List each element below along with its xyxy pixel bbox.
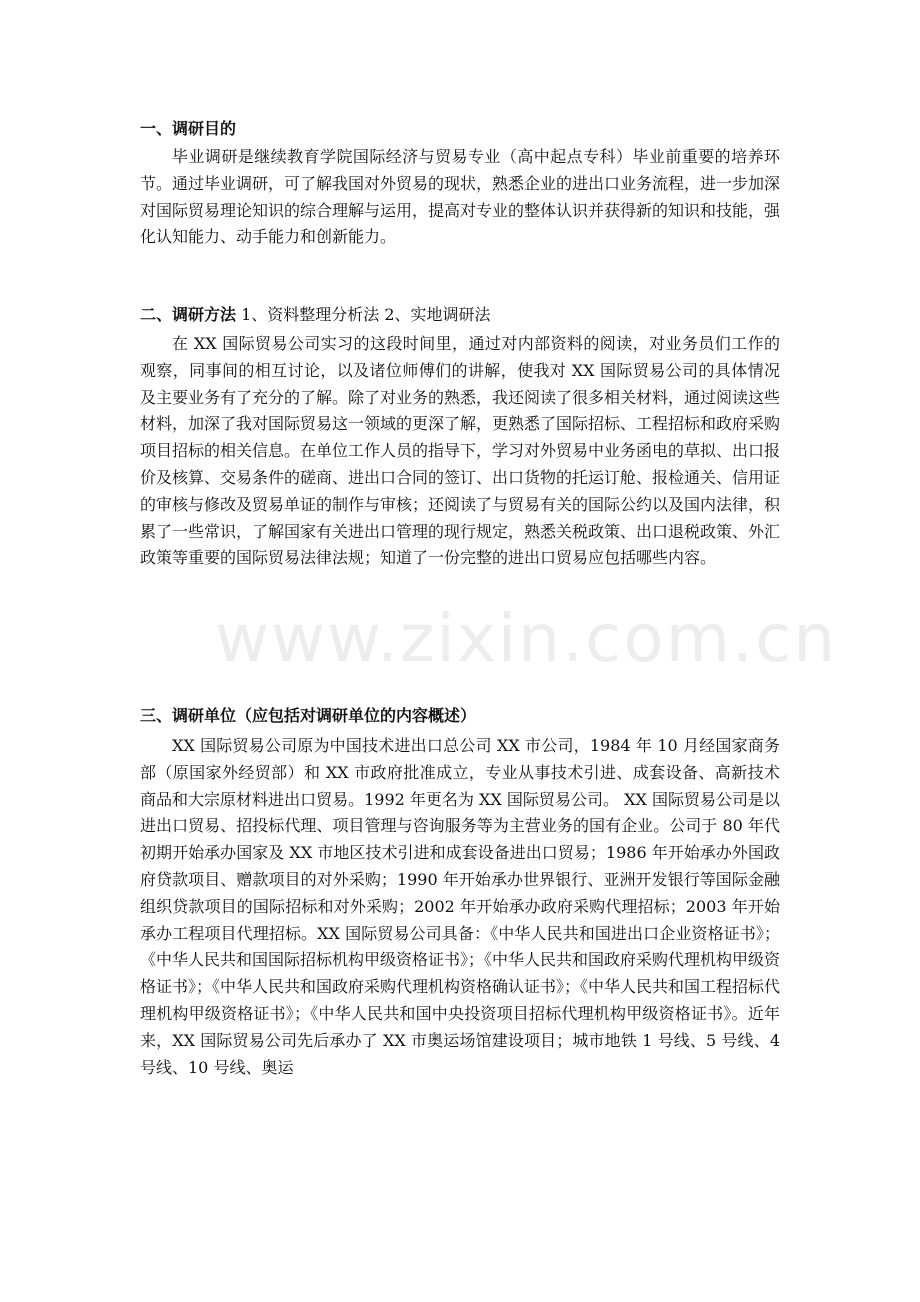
section-2-heading xyxy=(140,305,491,325)
watermark: www.zixin.com.cn xyxy=(215,600,838,677)
section-1-heading: 一、调研目的 xyxy=(140,119,237,138)
section-1-body: 毕业调研是继续教育学院国际经济与贸易专业（高中起点专科）毕业前重要的培养环节。通过毕业调研，可了解我国对外贸易的现状，熟悉企业的进出口业务流程，进一步加深对国际贸易理论知识的综合理解与运用，提高对专业的整体认识并获得新的知识和技能，强化认知能力、动手能力和创新能力。 xyxy=(140,147,781,247)
section-3-heading: 三、调研单位（应包括对调研单位的内容概述） xyxy=(140,706,477,725)
section-2-body: 在 XX 国际贸易公司实习的这段时间里，通过对内部资料的阅读，对业务员们工作的观察，同事间的相互讨论，以及诸位师傅们的讲解，使我对 XX 国际贸易公司的具体情况及主要业务有了充分的了解。除了对业务的熟悉，我还阅读了很多相关材料，通过阅读这些材料，加深了我对国际贸易这一领域的更深了解，更熟悉了国际招标、工程招标和政府采购项目招标的相关信息。在单位工作人员的指导下，学习对外贸易中业务函电的草拟、出口报价及核算、交易条件的磋商、进出口合同的签订、出口货物的托运订舱、报检通关、信用证的审核与修改及贸易单证的制作与审核；还阅读了与贸易有关的国际公约以及国内法律，积累了一些常识，了解国家有关进出口管理的现行规定，熟悉关税政策、出口退税政策、外汇政策等重要的国际贸易法律法规；知道了一份完整的进出口贸易应包括哪些内容。 xyxy=(140,334,781,568)
section-3-body: XX 国际贸易公司原为中国技术进出口总公司 XX 市公司，1984 年 10 月经国家商务部（原国家外经贸部）和 XX 市政府批准成立，专业从事技术引进、成套设备、高新技术商品和大宗原材料进出口贸易。1992 年更名为 XX 国际贸易公司。 XX 国际贸易公司是以进出口贸易、招投标代理、项目管理与咨询服务等为主营业务的国有企业。公司于 80 年代初期开始承办国家及 XX 市地区技术引进和成套设备进出口贸易；1986 年开始承办外国政府贷款项目、赠款项目的对外采购；1990 年开始承办世界银行、亚洲开发银行等国际金融组织贷款项目的国际招标和对外采购；2002 年开始承办政府采购代理招标；2003 年开始承办工程项目代理招标。XX 国际贸易公司具备：《中华人民共和国进出口企业资格证书》；《中华人民共和国国际招标机构甲级资格证书》；《中华人民共和国政府采购代理机构甲级资格证书》；《中华人民共和国政府采购代理机构资格确认证书》；《中华人民共和国工程招标代理机构甲级资格证书》；《中华人民共和国中央投资项目招标代理机构甲级资格证书》。近年来，XX 国际贸易公司先后承办了 XX 市奥运场馆建设项目；城市地铁 1 号线、5 号线、4 号线、10 号线、奥运 xyxy=(140,736,781,1077)
section-2-heading-methods: 1、资料整理分析法 2、实地调研法 xyxy=(236,305,491,324)
section-2-heading-title: 二、调研方法 xyxy=(140,305,237,324)
